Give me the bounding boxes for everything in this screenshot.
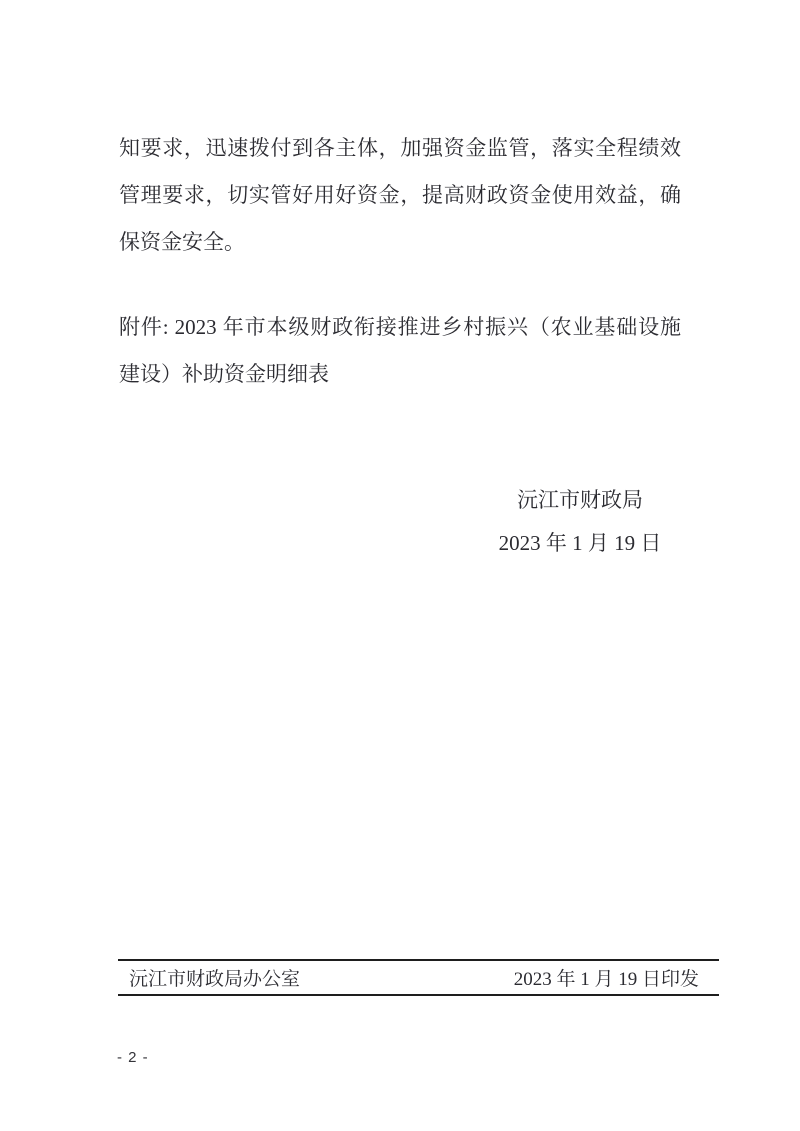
footer-print-date: 2023 年 1 月 19 日印发 [513, 969, 699, 990]
page-number: - 2 - [117, 1049, 149, 1066]
signature-block [435, 479, 725, 565]
signature-date: 2023 年 1 月 19 日 [498, 531, 662, 555]
footer-bar [118, 959, 719, 996]
body-paragraph-line: 管理要求，切实管好用好资金，提高财政资金使用效益，确 [119, 183, 681, 207]
body-paragraph [119, 125, 681, 266]
footer-issuing-office: 沅江市财政局办公室 [129, 969, 301, 990]
body-paragraph-line: 知要求，迅速拨付到各主体，加强资金监管，落实全程绩效 [119, 136, 681, 160]
attachment-line: 附件: 2023 年市本级财政衔接推进乡村振兴（农业基础设施 [119, 315, 681, 339]
attachment-line: 建设）补助资金明细表 [119, 362, 329, 386]
attachment-note [119, 304, 681, 398]
signature-org: 沅江市财政局 [517, 488, 643, 512]
body-paragraph-line: 保资金安全。 [119, 230, 245, 254]
